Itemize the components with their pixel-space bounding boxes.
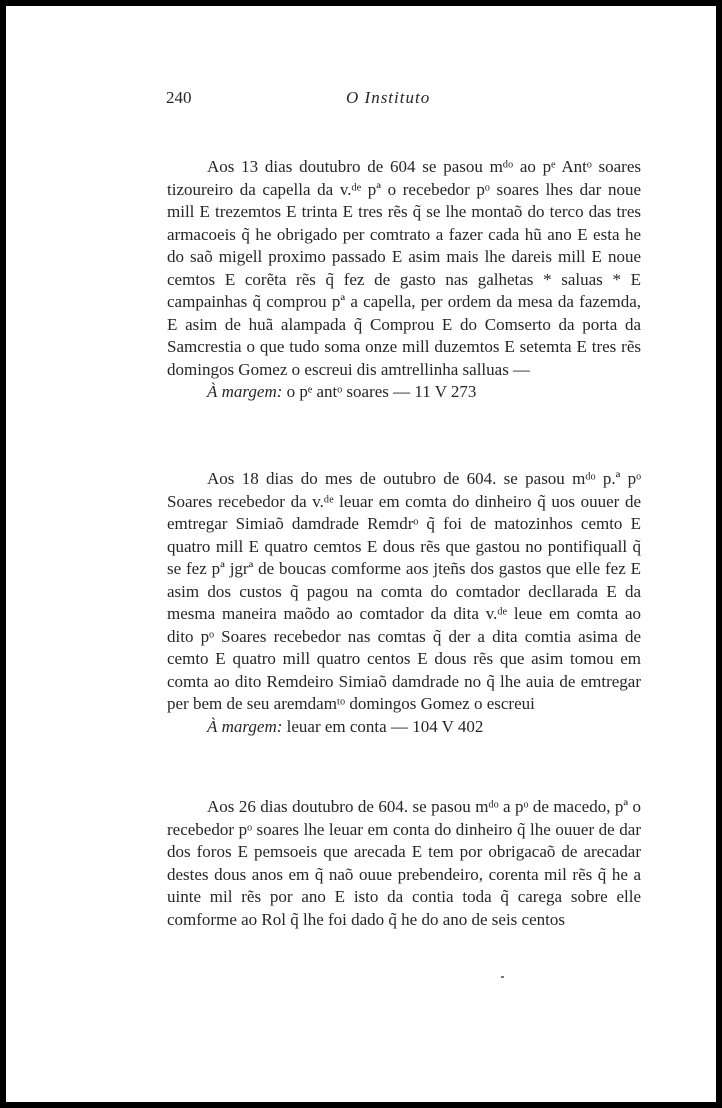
page-header <box>6 88 716 116</box>
running-title: O Instituto <box>346 88 431 107</box>
margin-text: leuar em conta — 104 V 402 <box>286 716 484 736</box>
margin-note <box>167 716 641 739</box>
margin-note <box>167 381 641 404</box>
margin-label: À margem: <box>207 382 283 401</box>
entry-text: Aos 18 dias do mes de outubro de 604. se pasou mᵈᵒ p.ª pᵒ Soares recebedor da v.ᵈᵉ leuar em comta do dinheiro q̃ uos ouuer de emtregar Simiaõ damdrade Remdrᵒ q̃ foi de matozinhos cemto E quatro mill E quatro cemtos E dous rẽs que gastou no pontifiquall q̃ se fez pª jgrª de boucas comforme aos jteñs dos gastos que elle fez E asim dos custos q̃ pagou na comta do comtador decllarada E da mesma maneira maõdo ao comtador da dita v.ᵈᵉ leue em comta ao dito pᵒ Soares recebedor nas comtas q̃ der a dita comtia asima de cemto E quatro mill quatro centos E dous rẽs que asim tomou em comta ao dito Remdeiro Simiaõ damdrade no q̃ lhe auia de emtregar per bem de seu aremdamᵗᵒ domingos Gomez o escreui <box>167 469 641 713</box>
page-number: 240 <box>166 88 192 107</box>
entry-3 <box>167 796 641 931</box>
entry-text: Aos 26 dias doutubro de 604. se pasou mᵈᵒ a pᵒ de macedo, pª o recebedor pᵒ soares lhe leuar em conta do dinheiro q̃ lhe ouuer de dar dos foros E pemsoeis que arecada E tem por obrigacaõ de arecadar destes dous anos em q̃ naõ ouue prebendeiro, corenta mil rẽs q̃ he a uinte mil rẽs por ano E isto da contia toda q̃ carega sobre elle comforme ao Rol q̃ lhe foi dado q̃ he do ano de seis centos <box>167 797 641 929</box>
print-speck <box>501 976 504 978</box>
margin-text: o pᵉ antᵒ soares — 11 V 273 <box>286 382 477 401</box>
entry-1 <box>167 156 641 404</box>
margin-label: À margem: <box>207 716 283 736</box>
book-page <box>6 6 716 1102</box>
entry-text: Aos 13 dias doutubro de 604 se pasou mᵈᵒ ao pᵉ Antᵒ soares tizoureiro da capella da v.ᵈᵉ pª o recebedor pᵒ soares lhes dar noue mill E trezemtos E trinta E tres rẽs q̃ se lhe montaõ do terco das tres armacoeis q̃ he obrigado per comtrato a fazer cada hũ ano E esta he do saõ migell proximo passado E asim mais lhe dareis mill E noue cemtos E corẽta rẽs q̃ fez de gasto nas galhetas * saluas * E campainhas q̃ comprou pª a capella, per ordem da mesa da fazemda, E asim de huã alampada q̃ Comprou E do Comserto da porta da Samcrestia o que tudo soma onze mill duzemtos E setemta E tres rẽs domingos Gomez o escreui dis amtrellinha salluas — <box>167 157 641 379</box>
entry-2 <box>167 468 641 738</box>
